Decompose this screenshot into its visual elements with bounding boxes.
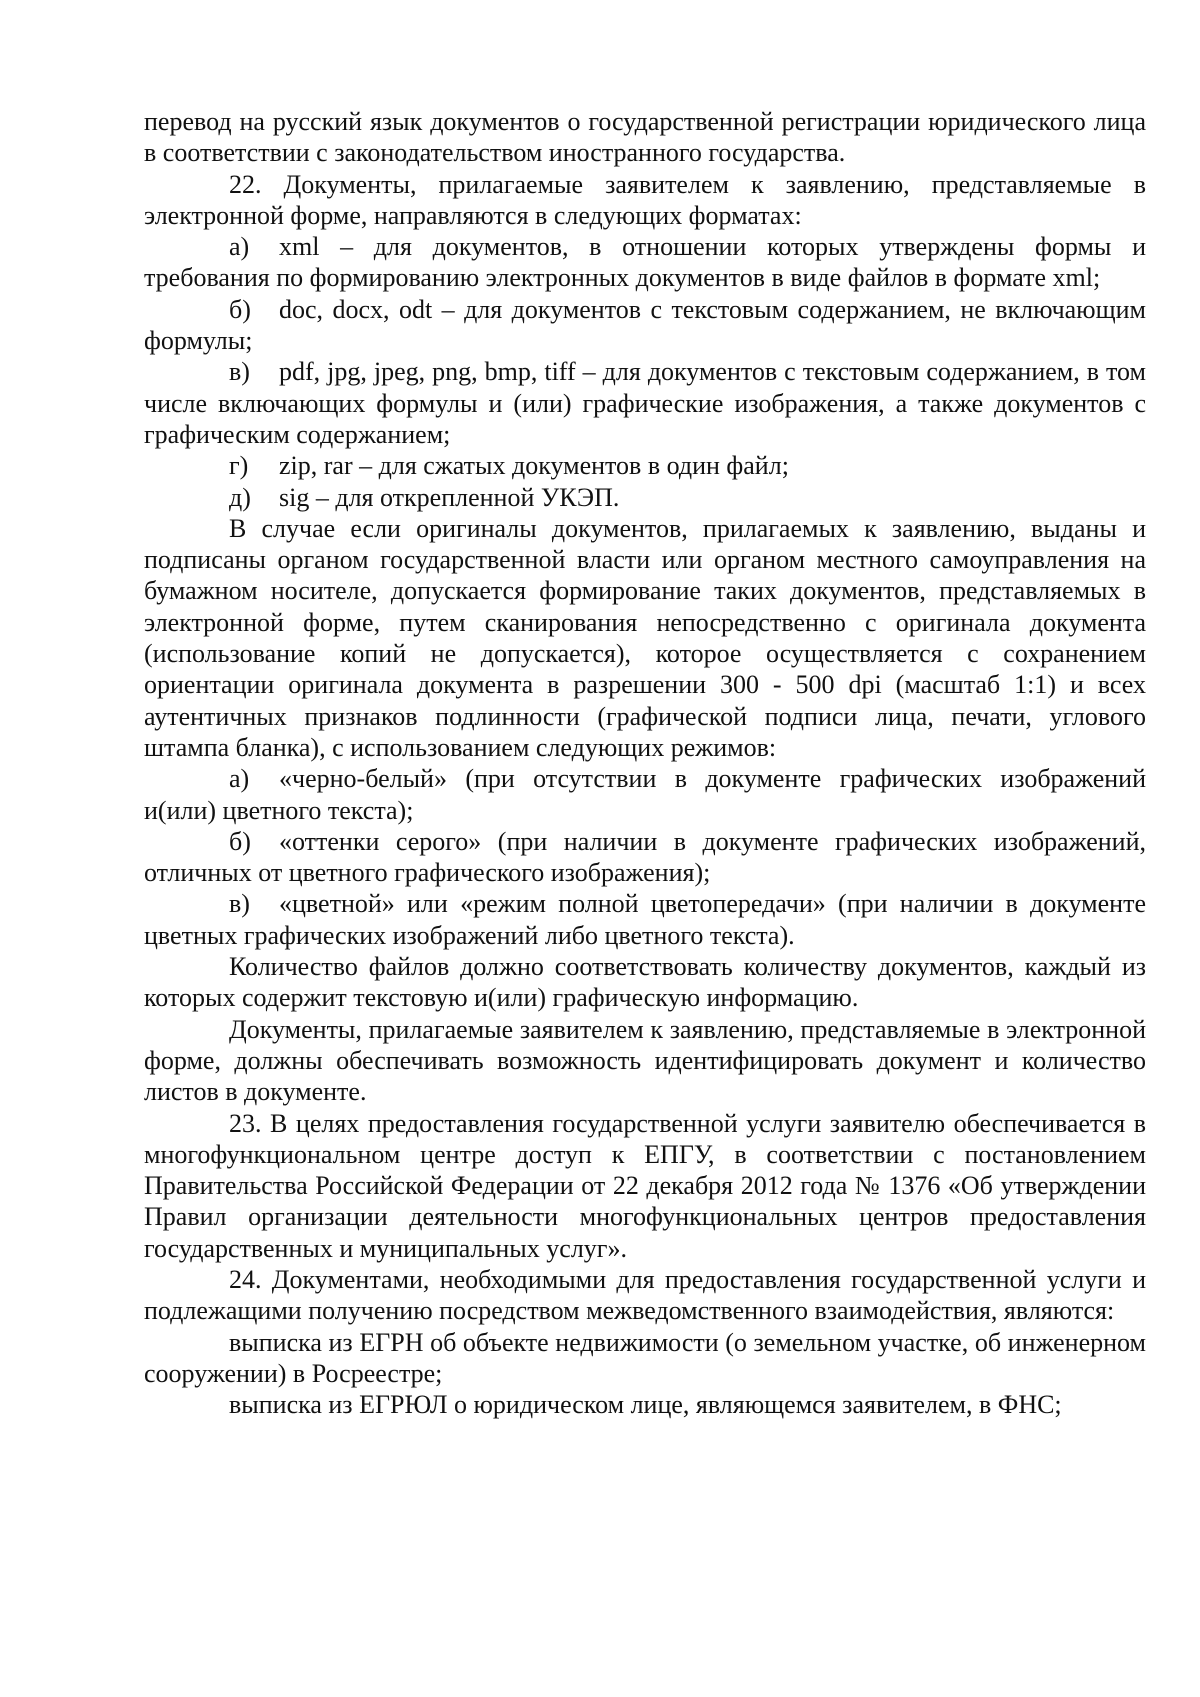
list-item-text: «черно-белый» (при отсутствии в документе графических изображений и(или) цветного текста); [144,764,1146,825]
list-item-a-xml [144,231,1146,294]
list-item-v-pdf [144,356,1146,450]
list-item-text: «цветной» или «режим полной цветопередачи» (при наличии в документе цветных графических изображений либо цветного текста). [144,889,1146,950]
list-item-text: pdf, jpg, jpeg, png, bmp, tiff – для документов с текстовым содержанием, в том числе включающих формулы и (или) графические изображения, а также документов с графическим содержанием; [144,357,1146,449]
list-item-text: sig – для открепленной УКЭП. [279,482,620,512]
document-page [144,106,1146,1420]
list-item-d-sig [144,482,1146,513]
list-item-a-bw [144,763,1146,826]
list-marker: г) [229,451,249,481]
paragraph-continuation: перевод на русский язык документов о государственной регистрации юридического лица в соответствии с законодательством иностранного государства. [144,107,1146,168]
paragraph-egrul-extract: выписка из ЕГРЮЛ о юридическом лице, являющемся заявителем, в ФНС; [229,1390,1062,1420]
paragraph-identification: Документы, прилагаемые заявителем к заявлению, представляемые в электронной форме, должны обеспечивать возможность идентифицировать документ и количество листов в документе. [144,1014,1146,1107]
paragraph-scanning: В случае если оригиналы документов, прилагаемых к заявлению, выданы и подписаны органом государственной власти или органом местного самоуправления на бумажном носителе, допускается формирование таких документов, представляемых в электронной форме, путем сканирования непосредственно с оригинала документа (использование копий не допускается), которое осуществляется с сохранением ориентации оригинала документа в разрешении 300 - 500 dpi (масштаб 1:1) и всех аутентичных признаков подлинности (графической подписи лица, печати, углового штампа бланка), с использованием следующих режимов: [144,513,1146,762]
list-item-g-zip [144,450,1146,481]
paragraph-egrn-extract: выписка из ЕГРН об объекте недвижимости (о земельном участке, об инженерном сооружении) в Росреестре; [144,1327,1146,1388]
list-item-text: xml – для документов, в отношении которых утверждены формы и требования по формированию электронных документов в виде файлов в формате xml; [144,232,1146,293]
paragraph-22: 22. Документы, прилагаемые заявителем к заявлению, представляемые в электронной форме, направляются в следующих форматах: [144,169,1146,230]
list-item-v-color [144,888,1146,951]
paragraph-24: 24. Документами, необходимыми для предоставления государственной услуги и подлежащими получению посредством межведомственного взаимодействия, являются: [144,1264,1146,1326]
list-marker: д) [229,482,251,512]
list-marker: б) [229,294,251,324]
list-marker: б) [229,826,251,856]
list-item-b-doc [144,294,1146,357]
list-item-b-gray [144,826,1146,889]
list-marker: в) [229,889,250,919]
paragraph-23: 23. В целях предоставления государственной услуги заявителю обеспечивается в многофункциональном центре доступ к ЕПГУ, в соответствии с постановлением Правительства Российской Федерации от 22 декабря 2012 года № 1376 «Об утверждении Правил организации деятельности многофункциональных центров предоставления государственных и муниципальных услуг». [144,1108,1146,1263]
list-marker: в) [229,357,250,387]
paragraph-file-count: Количество файлов должно соответствовать количеству документов, каждый из которых содержит текстовую и(или) графическую информацию. [144,952,1146,1013]
list-item-text: «оттенки серого» (при наличии в документе графических изображений, отличных от цветного графического изображения); [144,826,1146,888]
list-marker: а) [229,232,250,262]
list-marker: а) [229,764,250,794]
list-item-text: zip, rar – для сжатых документов в один файл; [279,451,789,481]
list-item-text: doc, docx, odt – для документов с текстовым содержанием, не включающим формулы; [144,294,1146,356]
